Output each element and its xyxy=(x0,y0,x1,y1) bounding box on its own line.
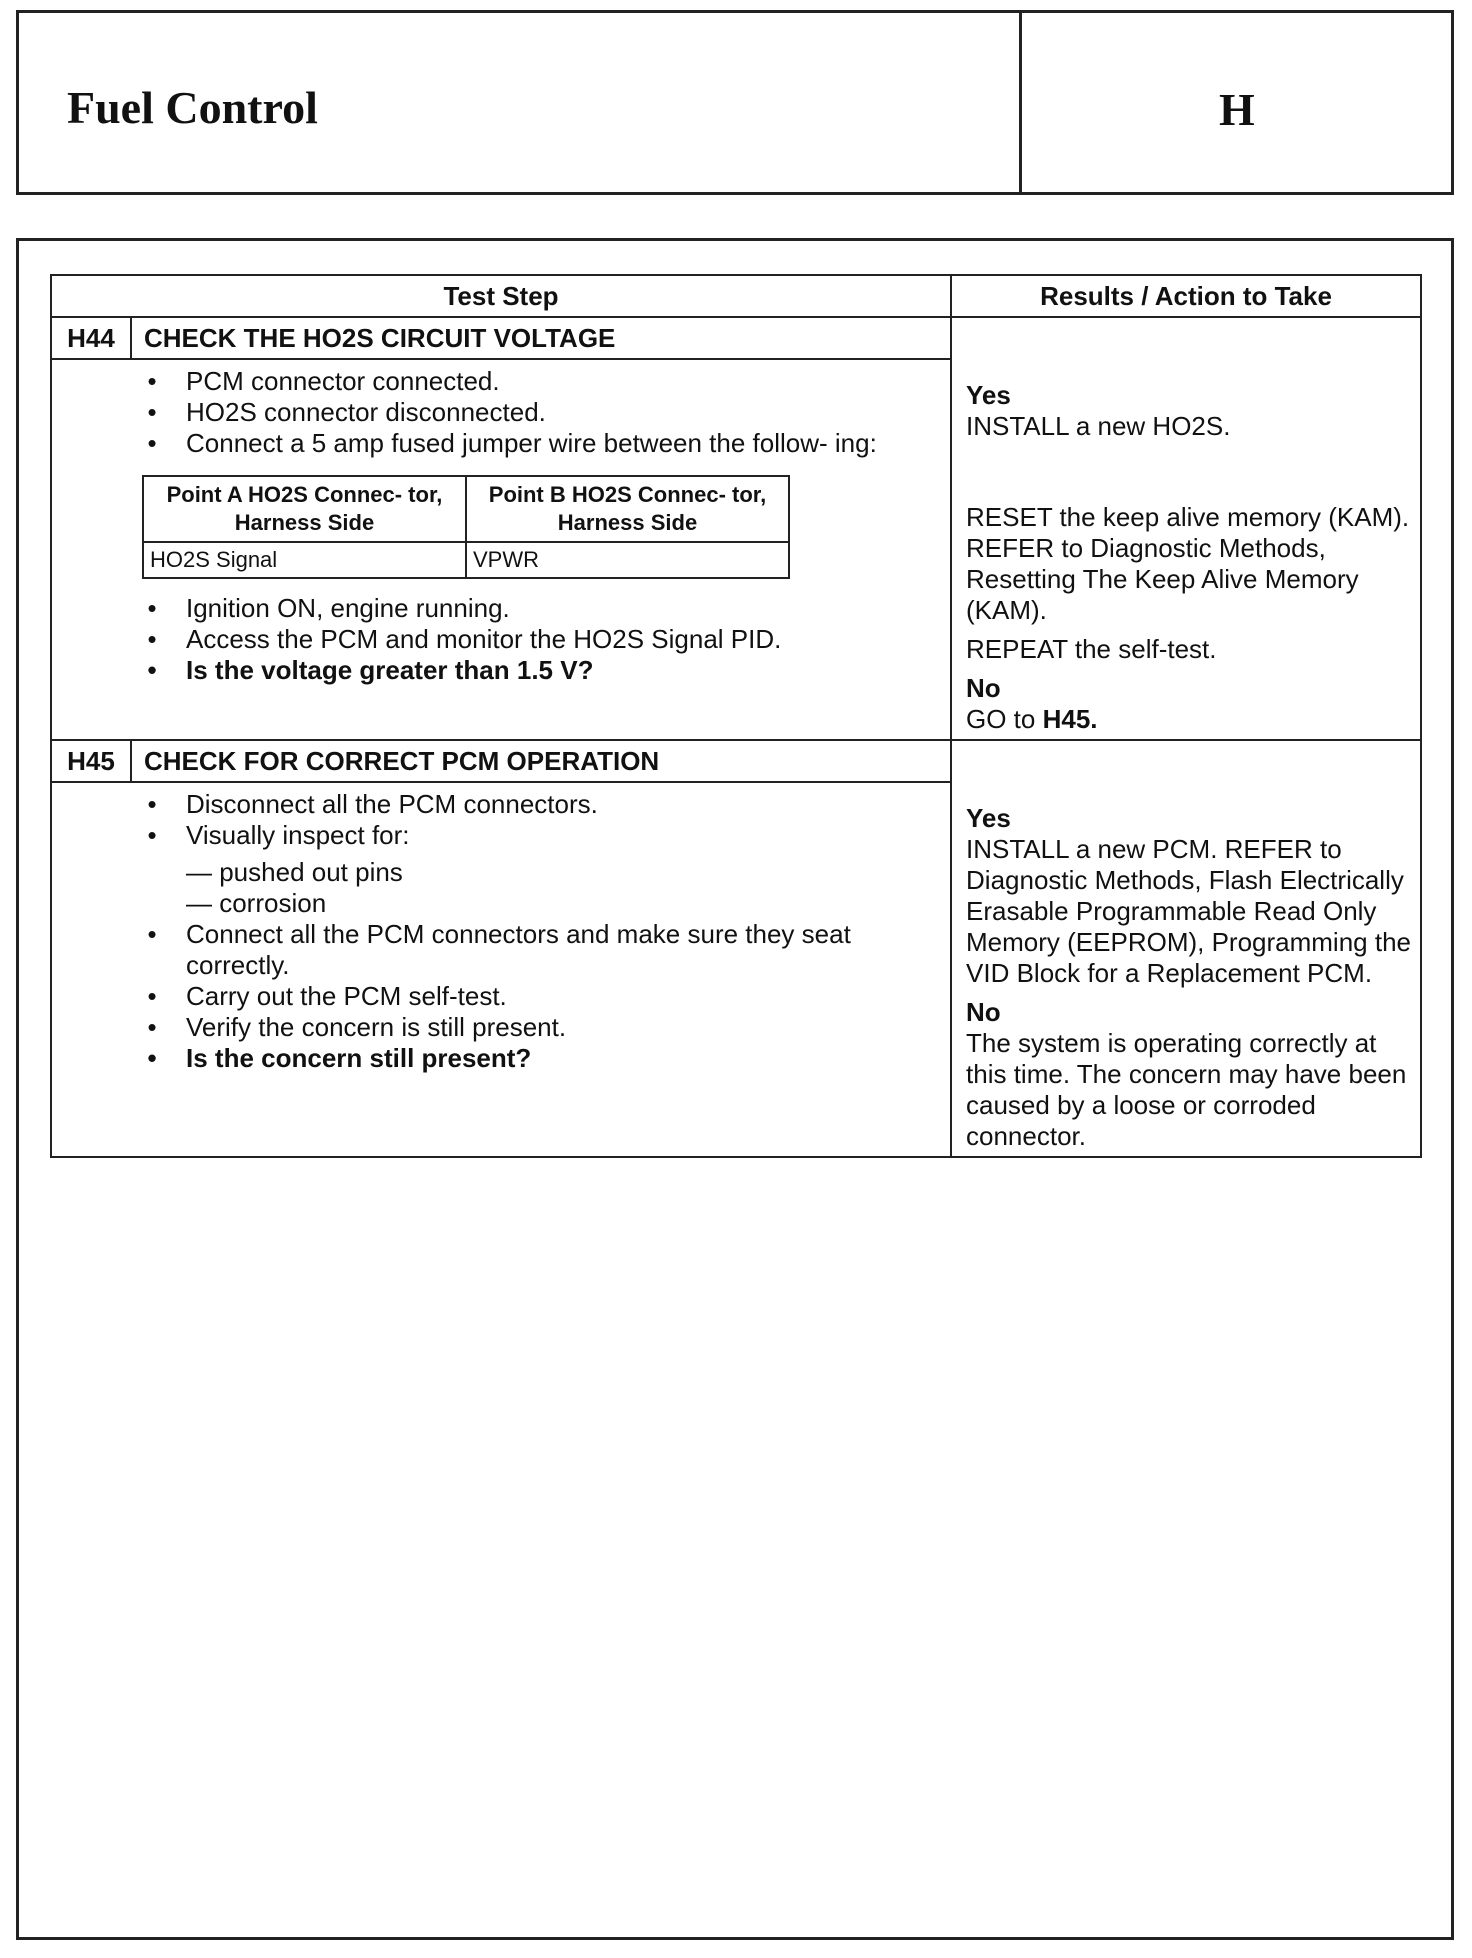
list-item: • Ignition ON, engine running. xyxy=(147,593,510,623)
point-a-value: HO2S Signal xyxy=(143,542,466,578)
list-item: • Disconnect all the PCM connectors. xyxy=(147,789,598,819)
step-title-h44: CHECK THE HO2S CIRCUIT VOLTAGE xyxy=(131,317,951,359)
list-item: • Access the PCM and monitor the HO2S Signal PID. xyxy=(147,624,782,654)
question-item: • Is the voltage greater than 1.5 V? xyxy=(147,655,594,685)
results-column-header: Results / Action to Take xyxy=(951,275,1421,317)
yes-label: Yes xyxy=(966,380,1011,410)
question-item: • Is the concern still present? xyxy=(147,1043,532,1073)
step-h45-results xyxy=(951,740,1421,1157)
results-spacer xyxy=(966,747,1412,803)
table-header-row xyxy=(51,275,1421,317)
step-h45-list xyxy=(142,789,930,851)
step-id-h45: H45 xyxy=(51,740,131,782)
step-h44-list-continued xyxy=(142,593,930,686)
no-action: The system is operating correctly at this time. The concern may have been caused by a loose or corroded connector. xyxy=(966,1028,1407,1151)
list-item: • Connect all the PCM connectors and make sure they seat correctly. xyxy=(147,919,851,980)
yes-action-reset-kam: RESET the keep alive memory (KAM). REFER to Diagnostic Methods, Resetting The Keep Alive Memory (KAM). xyxy=(966,502,1410,625)
list-item: • Connect a 5 amp fused jumper wire between the follow- ing: xyxy=(147,428,877,458)
list-item: — corrosion xyxy=(186,888,327,918)
list-item: • Verify the concern is still present. xyxy=(147,1012,567,1042)
step-h44-title-row xyxy=(51,317,1421,359)
list-item: — pushed out pins xyxy=(186,857,403,887)
no-action-text: GO to xyxy=(966,704,1036,734)
yes-action-repeat: REPEAT the self-test. xyxy=(966,634,1217,664)
no-action xyxy=(966,704,1412,735)
inspect-sublist xyxy=(142,857,930,919)
no-label: No xyxy=(966,997,1001,1027)
section-letter: H xyxy=(1219,84,1255,135)
yes-action: INSTALL a new PCM. REFER to Diagnostic Methods, Flash Electrically Erasable Programmable Read Only Memory (EEPROM), Programming the VID Block for a Replacement PCM. xyxy=(966,834,1411,988)
list-item: • HO2S connector disconnected. xyxy=(147,397,546,427)
step-h44-list xyxy=(142,366,930,459)
point-b-header: Point B HO2S Connec- tor, Harness Side xyxy=(466,476,789,542)
step-h45-title-row xyxy=(51,740,1421,782)
page-title: Fuel Control xyxy=(67,82,318,133)
list-item: • Carry out the PCM self-test. xyxy=(147,981,507,1011)
step-h44-results xyxy=(951,317,1421,740)
no-action-ref: H45. xyxy=(1042,704,1098,734)
results-spacer xyxy=(966,324,1412,380)
step-h45-body xyxy=(51,782,951,1157)
list-item: • PCM connector connected. xyxy=(147,366,500,396)
page-header xyxy=(16,10,1454,195)
diagnostic-table xyxy=(50,274,1422,1158)
yes-label: Yes xyxy=(966,803,1011,833)
point-b-value: VPWR xyxy=(466,542,789,578)
list-item: • Visually inspect for: xyxy=(147,820,410,850)
connector-table xyxy=(142,475,790,579)
no-label: No xyxy=(966,673,1001,703)
header-divider xyxy=(1019,13,1022,192)
step-title-h45: CHECK FOR CORRECT PCM OPERATION xyxy=(131,740,951,782)
step-h44-body xyxy=(51,359,951,740)
step-id-h44: H44 xyxy=(51,317,131,359)
point-a-header: Point A HO2S Connec- tor, Harness Side xyxy=(143,476,466,542)
yes-action: INSTALL a new HO2S. xyxy=(966,411,1231,441)
step-h45-list-continued xyxy=(142,919,930,1074)
test-step-column-header: Test Step xyxy=(51,275,951,317)
